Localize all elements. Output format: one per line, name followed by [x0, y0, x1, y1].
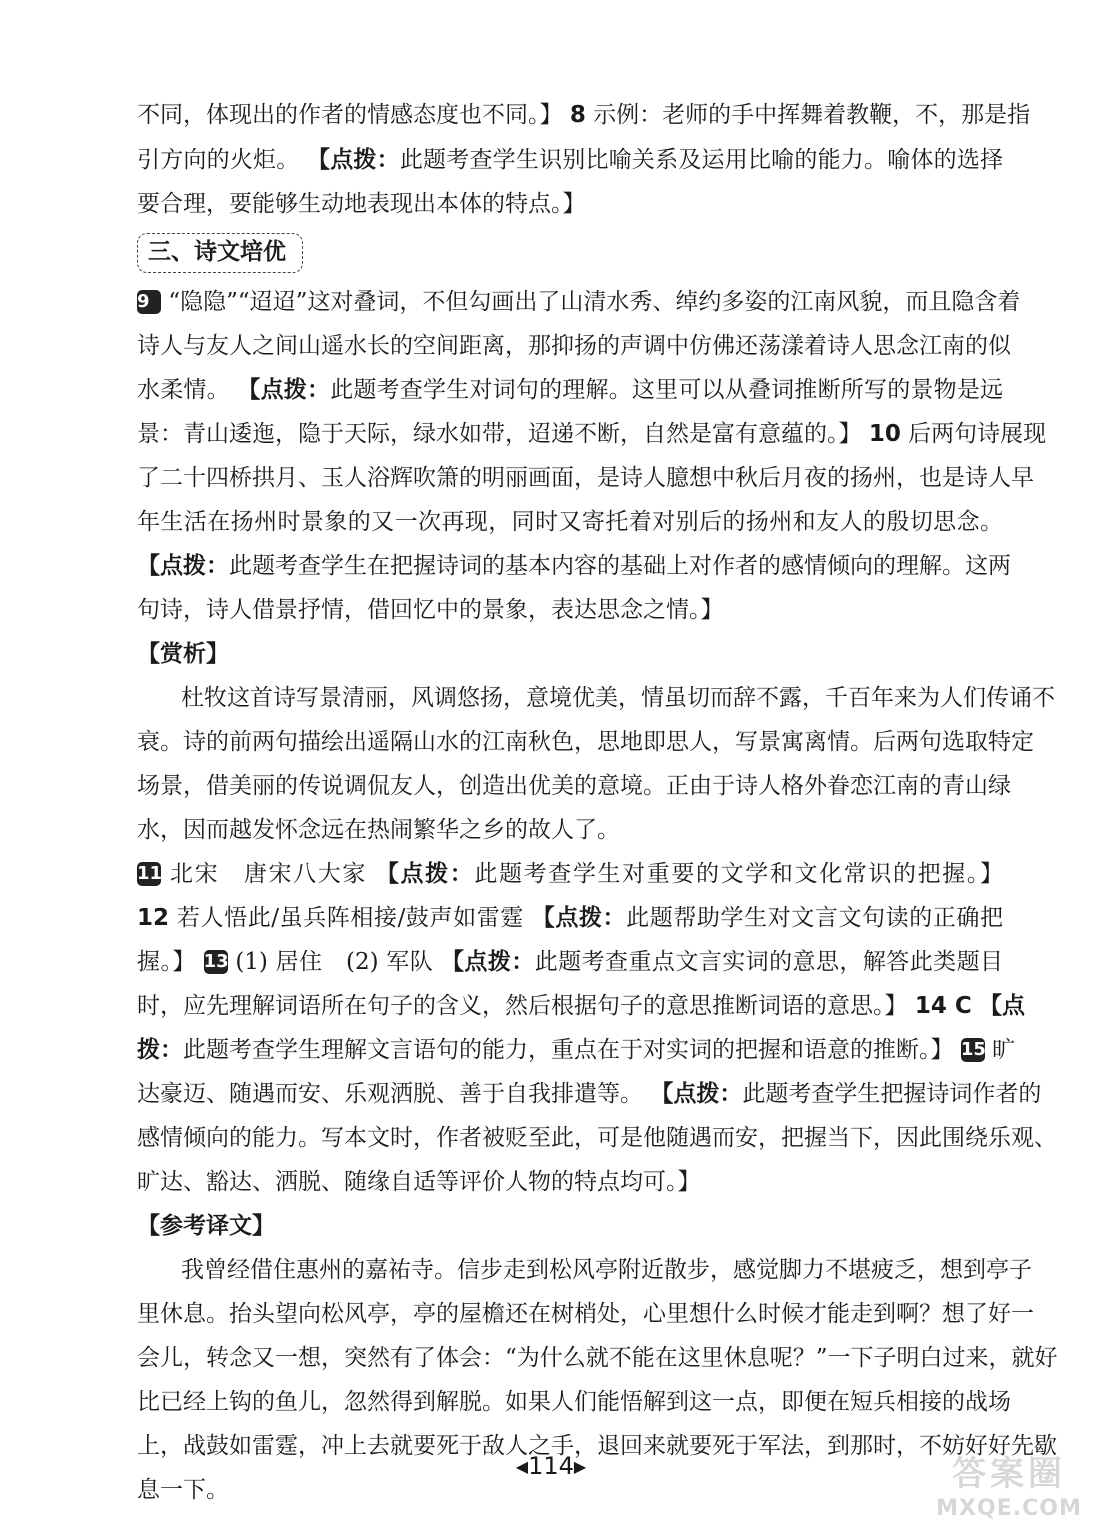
text-line: 达豪迈、随遇而安、乐观洒脱、善于自我排遣等。 【点拨：此题考查学生把握诗词作者的 — [137, 1081, 1042, 1107]
text-line: 杜牧这首诗写景清丽，风调悠扬，意境优美，情虽切而辞不露，千百年来为人们传诵不 — [181, 685, 1055, 711]
text-line: 时，应先理解词语所在句子的含义，然后根据句子的意思推断词语的意思。】 14 C 【点 — [137, 993, 1026, 1019]
text-line: 12 若人悟此/虽兵阵相接/鼓声如雷霆 【点拨：此题帮助学生对文言文句读的正确把 — [137, 905, 1004, 931]
left-arrow-icon: ◀ — [515, 1457, 529, 1476]
question-number-badge: 9 — [137, 290, 161, 314]
text-line: 景：青山逶迤，隐于天际，绿水如带，迢递不断，自然是富有意蕴的。】 10 后两句诗展现 — [137, 421, 1047, 447]
text-line: 会儿，转念又一想，突然有了体会：“为什么就不能在这里休息呢？”一下子明白过来，就好 — [137, 1345, 1058, 1371]
text-line: 感情倾向的能力。写本文时，作者被贬至此，可是他随遇而安，把握当下，因此围绕乐观、 — [137, 1125, 1057, 1151]
text-line: 衰。诗的前两句描绘出遥隔山水的江南秋色，思地即思人，写景寓离情。后两句选取特定 — [137, 729, 1034, 755]
text-line: 引方向的火炬。 【点拨：此题考查学生识别比喻关系及运用比喻的能力。喻体的选择 — [137, 147, 1004, 173]
right-arrow-icon: ▶ — [573, 1457, 587, 1476]
text-line: 旷达、豁达、洒脱、随缘自适等评价人物的特点均可。】 — [137, 1169, 701, 1195]
text-line: 诗人与友人之间山遥水长的空间距离，那抑扬的声调中仿佛还荡漾着诗人思念江南的似 — [137, 333, 1011, 359]
text-line: 句诗，诗人借景抒情，借回忆中的景象，表达思念之情。】 — [137, 597, 724, 623]
text-line: 要合理，要能够生动地表现出本体的特点。】 — [137, 191, 586, 217]
text-line: 了二十四桥拱月、玉人浴辉吹箫的明丽画面，是诗人臆想中秋后月夜的扬州，也是诗人早 — [137, 465, 1034, 491]
section-heading: 三、诗文培优 — [137, 233, 303, 273]
text-line: 里休息。抬头望向松风亭，亭的屋檐还在树梢处，心里想什么时候才能走到啊？想了好一 — [137, 1301, 1034, 1327]
text-line: 【点拨：此题考查学生在把握诗词的基本内容的基础上对作者的感情倾向的理解。这两 — [137, 553, 1011, 579]
appreciation-heading: 【赏析】 — [137, 641, 229, 667]
text-line: 拨：此题考查学生理解文言语句的能力，重点在于对实词的把握和语意的推断。】 15 旷 — [137, 1037, 1016, 1063]
text-line: 不同，体现出的作者的情感态度也不同。】 8 示例：老师的手中挥舞着教鞭，不，那是指 — [137, 102, 1031, 128]
text-line: 握。】 13 (1) 居住 (2) 军队 【点拨：此题考查重点文言实词的意思，解答此类题目 — [137, 949, 1004, 975]
text-line: 水柔情。 【点拨：此题考查学生对词句的理解。这里可以从叠词推断所写的景物是远 — [137, 377, 1004, 403]
question-number-badge: 15 — [960, 1039, 986, 1060]
text-line: 息一下。 — [137, 1477, 229, 1503]
page-number: ◀114▶ — [515, 1452, 587, 1480]
text-line: 场景，借美丽的传说调侃友人，创造出优美的意境。正由于诗人格外眷恋江南的青山绿 — [137, 773, 1011, 799]
question-number-badge: 13 — [203, 951, 229, 972]
text-line: 比已经上钩的鱼儿，忽然得到解脱。如果人们能悟解到这一点，即便在短兵相接的战场 — [137, 1389, 1011, 1415]
watermark-logo: 答案圈 MXQE.COM — [936, 1454, 1082, 1521]
question-number-badge: 11 — [137, 863, 163, 884]
text-line: 年生活在扬州时景象的又一次再现，同时又寄托着对别后的扬州和友人的殷切思念。 — [137, 509, 1003, 535]
text-line: 我曾经借住惠州的嘉祐寺。信步走到松风亭附近散步，感觉脚力不堪疲乏，想到亭子 — [181, 1257, 1032, 1283]
text-line: 11 北宋 唐宋八大家 【点拨：此题考查学生对重要的文学和文化常识的把握。】 — [137, 861, 1003, 887]
translation-heading: 【参考译文】 — [137, 1213, 275, 1239]
text-line: 9 “隐隐”“迢迢”这对叠词，不但勾画出了山清水秀、绰约多姿的江南风貌，而且隐含着 — [137, 289, 1021, 315]
text-line: 上，战鼓如雷霆，冲上去就要死于敌人之手，退回来就要死于军法，到那时，不妨好好先歇 — [137, 1433, 1057, 1459]
text-line: 水，因而越发怀念远在热闹繁华之乡的故人了。 — [137, 817, 620, 843]
